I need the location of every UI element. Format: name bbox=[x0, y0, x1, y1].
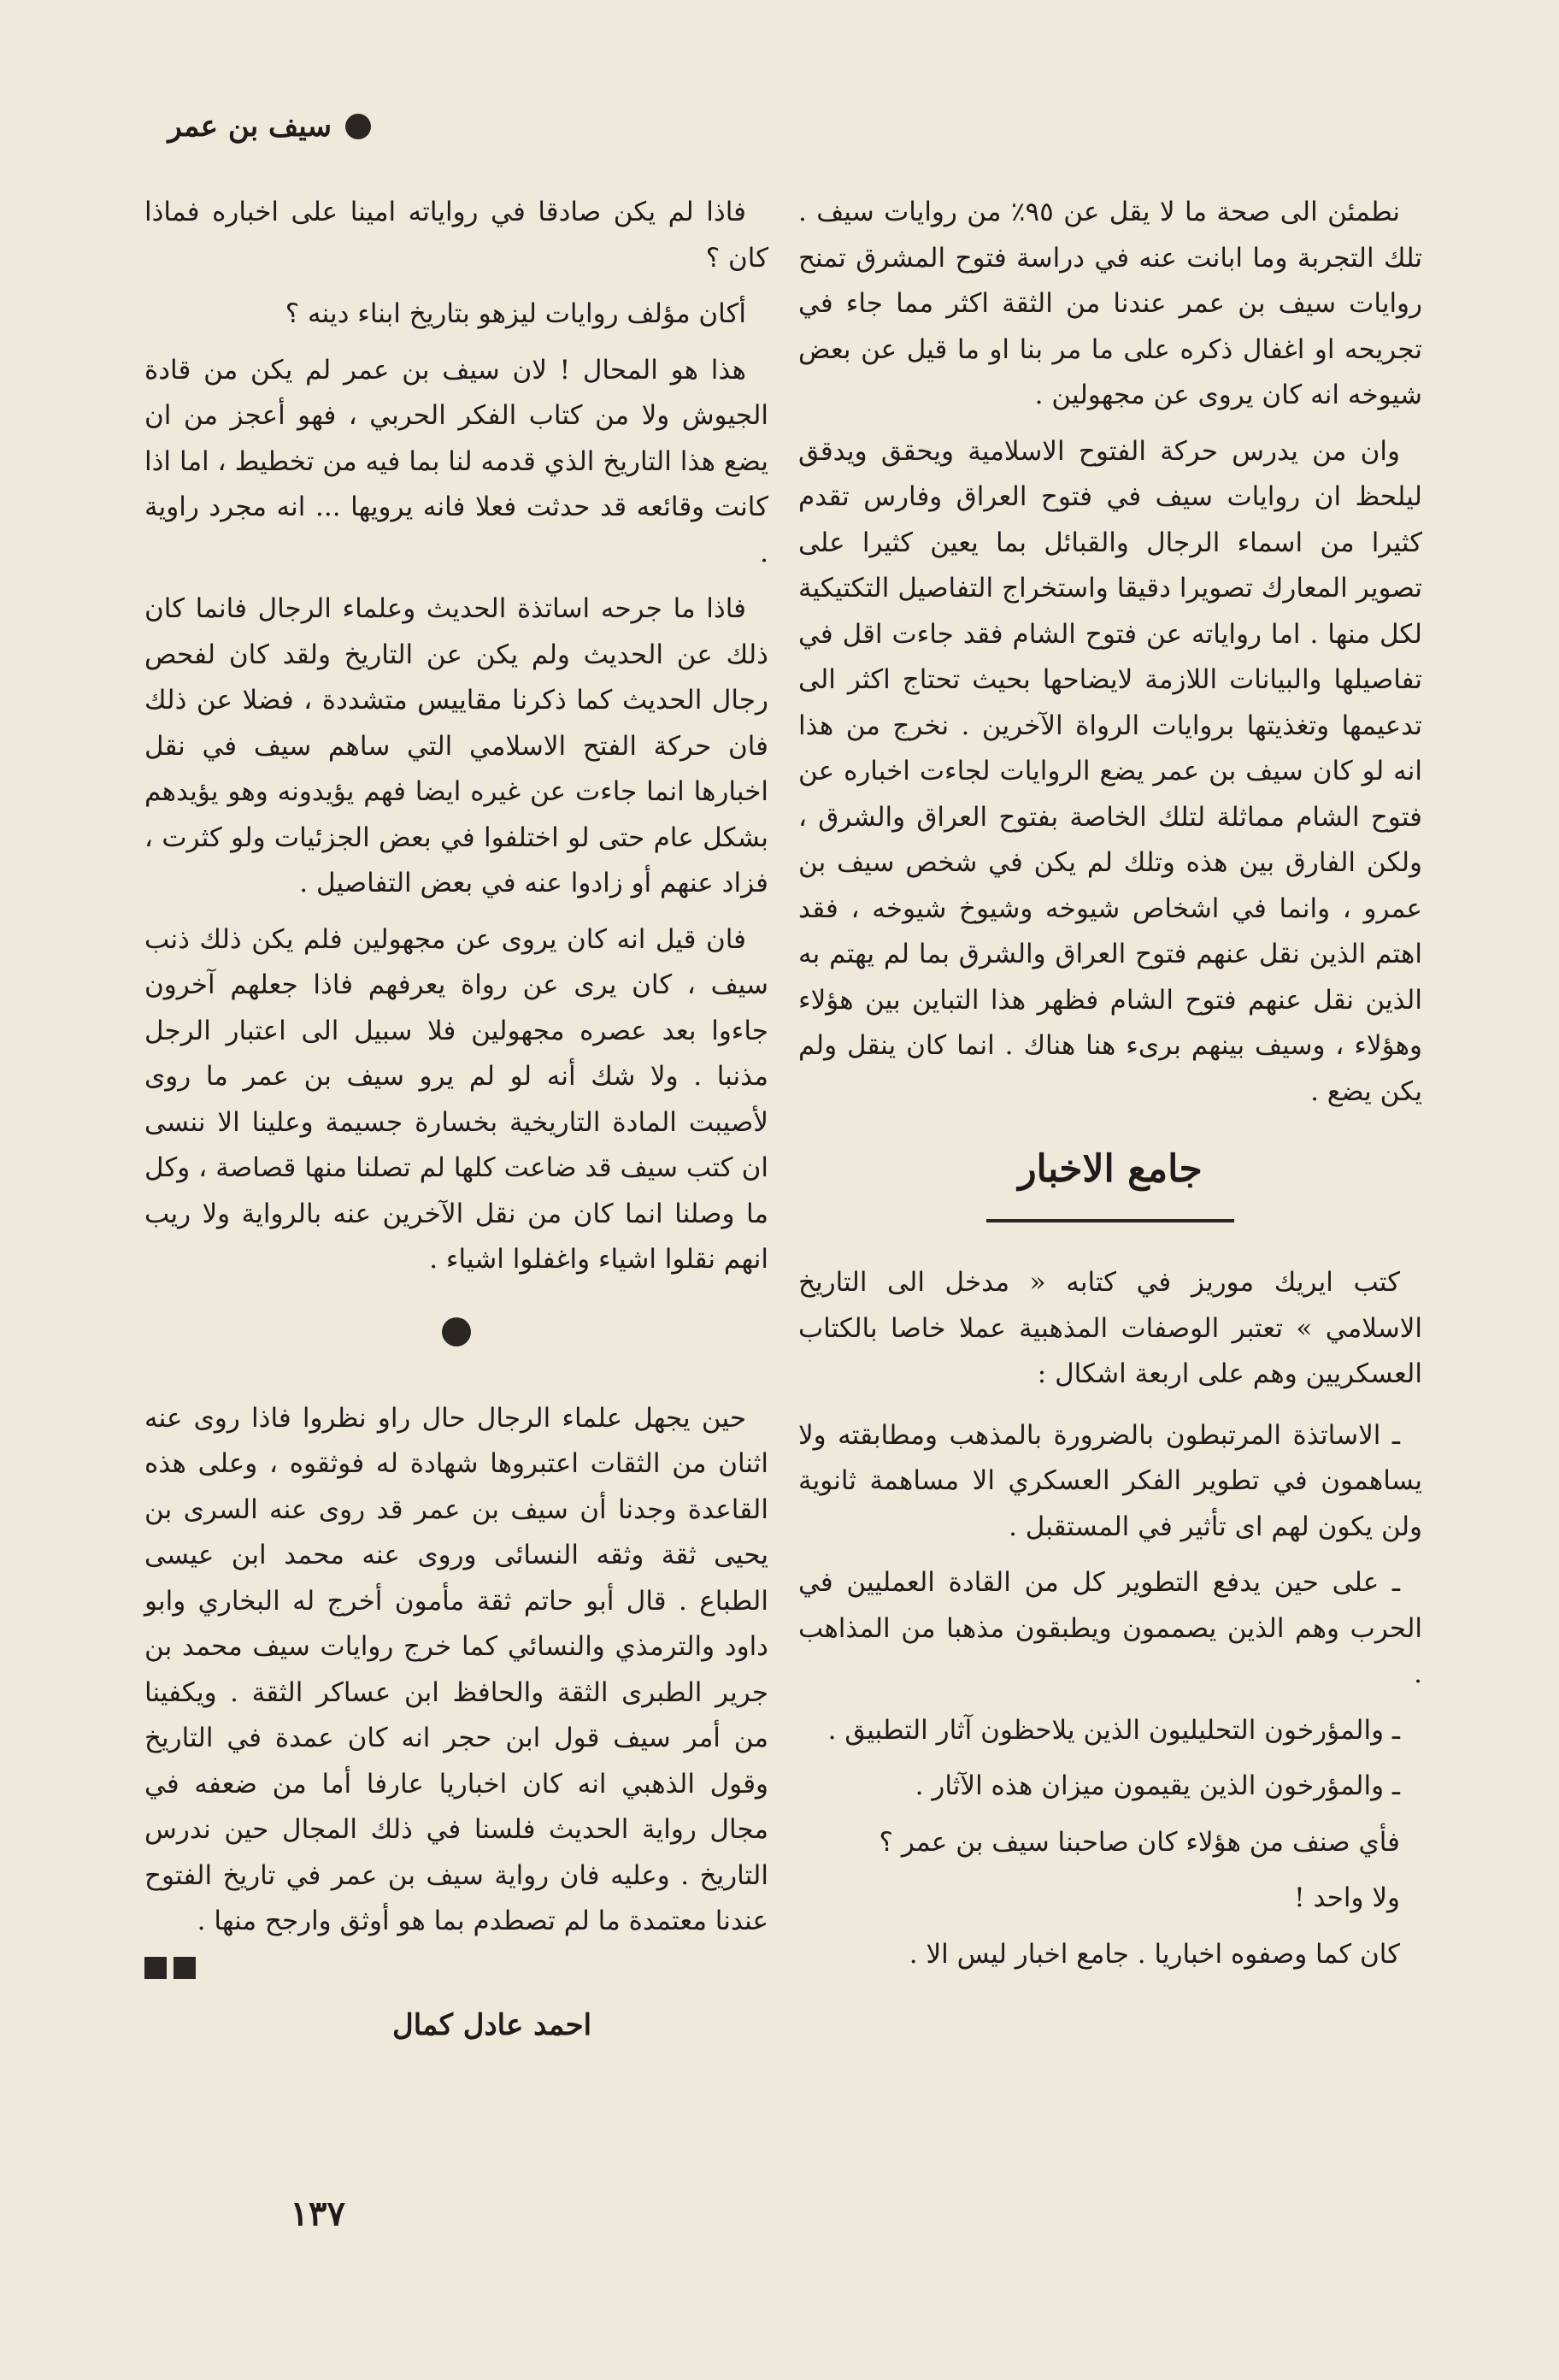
left-column bbox=[144, 190, 768, 2048]
section-title: جامع الاخبار bbox=[1018, 1147, 1203, 1191]
list-item: ـ والمؤرخون التحليليون الذين يلاحظون آثار التطبيق . bbox=[827, 1714, 1400, 1746]
running-header bbox=[168, 109, 371, 144]
paragraph: حين يجهل علماء الرجال حال راو نظروا فاذا روى عنه اثنان من الثقات اعتبروها شهادة له فوثقوه ، وعلى هذه القاعدة وجدنا أن سيف بن عمر قد روى عنه السرى بن يحيى ثقة وثقه النسائى وروى عنه محمد ابن عيسى الطباع . قال أبو حاتم ثقة مأمون أخرج له البخاري وابو داود والترمذي والنسائي كما خرج روايات سيف محمد بن جرير الطبرى الثقة والحافظ ابن عساكر الثقة . ويكفينا من أمر سيف قول ابن حجر انه كان عمدة في التاريخ وقول الذهبي انه كان اخباريا عارفا أما من ضعفه في مجال رواية الحديث فلسنا في ذلك المجال حين ندرس التاريخ . وعليه فان رواية سيف بن عمر في تاريخ الفتوح عندنا معتمدة ما لم تصطدم بما هو أوثق وارجح منها . bbox=[144, 1402, 768, 1936]
intro-paragraph: كتب ايريك موريز في كتابه « مدخل الى التاريخ الاسلامي » تعتبر الوصفات المذهبية عملا خاصا بالكتاب العسكريين وهم على اربعة اشكال : bbox=[798, 1267, 1422, 1389]
end-marks-icon bbox=[144, 1957, 768, 1979]
closing-line: ولا واحد ! bbox=[1294, 1882, 1400, 1913]
paragraph: هذا هو المحال ! لان سيف بن عمر لم يكن من قادة الجيوش ولا من كتاب الفكر الحربي ، فهو أعجز من ان يضع هذا التاريخ الذي قدمه لنا بما فيه من تخطيط ، اما اذا كانت وقائعه قد حدثت فعلا فانه يرويها ... انه مجرد راوية . bbox=[144, 354, 768, 568]
paragraph: وان من يدرس حركة الفتوح الاسلامية ويحقق ويدقق ليلحظ ان روايات سيف في فتوح العراق وفارس تقدم كثيرا من اسماء الرجال والقبائل بما يعين كثيرا على تصوير المعارك تصويرا دقيقا واستخراج التفاصيل التكتيكية لكل منها . اما رواياته عن فتوح الشام فقد جاءت اقل في تفاصيلها والبيانات اللازمة لايضاحها بحيث تحتاج اكثر الى تدعيمها وتغذيتها بروايات الرواة الآخرين . نخرج من هذا انه لو كان سيف بن عمر يضع الروايات لجاءت اخباره عن فتوح الشام مماثلة لتلك الخاصة بفتوح العراق والشرق ، ولكن الفارق بين هذه وتلك لم يكن في شخص سيف بن عمرو ، وانما في اشخاص شيوخه وشيوخ شيوخه ، فقد اهتم الذين نقل عنهم فتوح العراق والشرق بما لم يهتم به الذين نقل عنهم فتوح الشام فظهر هذا التباين بين هؤلاء وهؤلاء ، وسيف بينهم برىء هنا هناك . انما كان ينقل ولم يكن يضع . bbox=[798, 435, 1422, 1107]
list-item: ـ الاساتذة المرتبطون بالضرورة بالمذهب ومطابقته ولا يساهمون في تطوير الفكر العسكري الا مساهمة ثانوية ولن يكون لهم اى تأثير في المستقبل . bbox=[798, 1419, 1422, 1542]
closing-line: فأي صنف من هؤلاء كان صاحبنا سيف بن عمر ؟ bbox=[879, 1826, 1400, 1858]
list-item: ـ والمؤرخون الذين يقيمون ميزان هذه الآثار . bbox=[915, 1770, 1400, 1801]
section-break-bullet-icon bbox=[442, 1317, 471, 1346]
header-bullet-icon bbox=[345, 114, 371, 139]
paragraph: فاذا ما جرحه اساتذة الحديث وعلماء الرجال فانما كان ذلك عن الحديث ولم يكن عن التاريخ ولقد كان لفحص رجال الحديث كما ذكرنا مقاييس متشددة ، فضلا عن ذلك فان حركة الفتح الاسلامي التي ساهم سيف في نقل اخبارها انما جاءت عن غيره ايضا فهم يؤيدونه وهو يؤيدهم بشكل عام حتى لو اختلفوا في بعض الجزئيات ولو كثرت ، فزاد عنهم أو زادوا عنه في بعض التفاصيل . bbox=[144, 593, 768, 898]
paragraph: فان قيل انه كان يروى عن مجهولين فلم يكن ذلك ذنب سيف ، كان يرى عن رواة يعرفهم فاذا جعلهم آخرون جاءوا بعد عصره مجهولين فلا سبيل الى اعتبار الرجل مذنبا . ولا شك أنه لو لم يرو سيف بن عمر ما روى لأصيبت المادة التاريخية بخسارة جسيمة وعلينا الا ننسى ان كتب سيف قد ضاعت كلها لم تصلنا منها قصاصة ، وكل ما وصلنا انما كان من نقل الآخرين عنه بالرواية ولا ريب انهم نقلوا اشياء واغفلوا اشياء . bbox=[144, 923, 768, 1275]
paragraph: نطمئن الى صحة ما لا يقل عن ٩٥٪ من روايات سيف . تلك التجربة وما ابانت عنه في دراسة فتوح المشرق تمنح روايات سيف بن عمر عندنا من الثقة اكثر مما جاء في تجريحه او اغفال ذكره على ما مر بنا او ما قيل عن بعض شيوخه انه كان يروى عن مجهولين . bbox=[798, 197, 1422, 410]
list-item: ـ على حين يدفع التطوير كل من القادة العمليين في الحرب وهم الذين يصممون ويطبقون مذهبا من المذاهب . bbox=[798, 1567, 1422, 1689]
header-title: سيف بن عمر bbox=[168, 109, 332, 144]
closing-line: كان كما وصفوه اخباريا . جامع اخبار ليس الا . bbox=[909, 1938, 1400, 1970]
author-signature: احمد عادل كمال bbox=[392, 2007, 592, 2042]
paragraph: أكان مؤلف روايات ليزهو بتاريخ ابناء دينه ؟ bbox=[285, 298, 746, 329]
paragraph: فاذا لم يكن صادقا في رواياته امينا على اخباره فماذا كان ؟ bbox=[144, 197, 768, 274]
page-number: ١٣٧ bbox=[290, 2194, 345, 2234]
right-column bbox=[798, 190, 1422, 1977]
title-underline bbox=[986, 1219, 1234, 1222]
